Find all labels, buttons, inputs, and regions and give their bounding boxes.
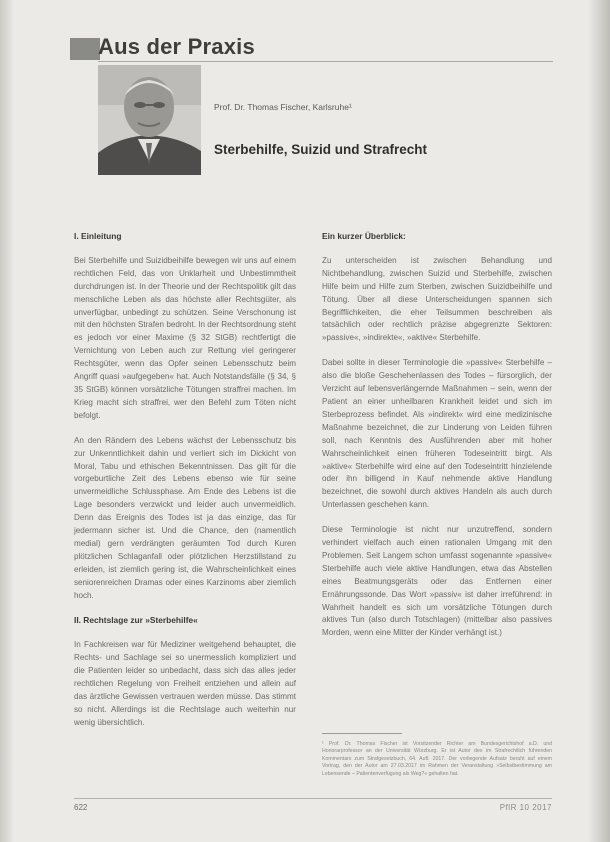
author-byline: Prof. Dr. Thomas Fischer, Karlsruhe¹ xyxy=(214,102,352,112)
paragraph: Bei Sterbehilfe und Suizidbeihilfe bewegen wir uns auf einem rechtlichen Feld, das von Unklarheit und Unbestimmtheit durchdrungen ist. In der Theorie und der Rechtspolitik gilt das menschliche Leben als das höchste aller Rechtsgüter, als unverfügbar, unbedingt zu schützen. Seine Verschonung ist mit den höchsten Strafen bedroht. In der Rechtsordnung steht es jedoch vor einer Maxime (§ 32 StGB) rechtfertigt die Vernichtung von Leben auch zur Rettung viel geringerer Rechtsgüter, wenn das Opfer seinen Lebensschutz beim Angriff quasi »aufgegeben« hat. Auch Notstandsfälle (§ 34, § 35 StGB) können vorsätzliche Tötungen straffrei machen. Im Krieg macht sich straffrei, wer den Befehl zum Töten nicht befolgt. xyxy=(74,255,296,420)
heading-introduction: I. Einleitung xyxy=(74,231,122,241)
journal-reference: PflR 10 2017 xyxy=(499,803,552,812)
paragraph: An den Rändern des Lebens wächst der Lebensschutz bis zur Unkenntlichkeit dahin und verliert sich im Dickicht von Moral, Tabu und ethischen Bekenntnissen. Das gilt für die vorgeburtliche Zeit des Lebens ebenso wie für seine unvermeidliche Schlussphase. Am Ende des Lebens ist die Lage besonders verzwickt und leider auch unvermeidlich. Denn das Ereignis des Todes ist ja das einzige, das für jedermann sicher ist. Und die Chance, den (namentlich medial) gern verdrängten geräumten Tod durch Kuren plötzlichen Schlaganfall oder plötzlichen Herzstillstand zu erleiden, ist ziemlich gering ist, die Wahrscheinlichkeit eines seniorenreichen Dramas oder eines Karzinoms aber ziemlich hoch. xyxy=(74,435,296,600)
paragraph: Diese Terminologie ist nicht nur unzutreffend, sondern verhindert vielfach auch einen rationalen Umgang mit den Problemen. Seit Langem schon umfasst sogenannte »passive« Sterbehilfe auch viele aktive Handlungen, etwa das Abstellen eines Beatmungsgeräts oder das Entfernen einer Ernährungssonde. Das Wort »passiv« ist daher irreführend: in Wahrheit handelt es sich um vorsätzliche Tötungen durch aktives Tun (also durch Totschlagen) (mittelbar also passives Morden, wenn eine Mitter der Kinder verhängt ist.) xyxy=(322,525,552,638)
footnote: ¹ Prof. Dr. Thomas Fischer ist Vorsitzender Richter am Bundesgerichtshof a.D. und Honorarprofessor an der Universität Würzburg. Er ist Autor des im Strafrechtlich führenden Kommentars zum Strafgesetzbuch, 64. Aufl. 2017. Der vorliegende Aufsatz beruht auf einem Vortrag, den der Autor am 27.03.2017 im Rahmen der Veranstaltung »Selbstbestimmung am Lebensende – Patientenverfügung als Weg?« gehalten hat. xyxy=(322,741,552,777)
paragraph: Dabei sollte in dieser Terminologie die »passive« Sterbehilfe – also die bloße Geschehenlassen des Todes – fürsorglich, der Verzicht auf lebensverlängernde Maßnahmen – sein, wenn der Patient an einer unheilbaren Krankheit leidet und sich im Sterbeprozess befindet. Als »indirekt« wird eine medizinische Maßnahme bezeichnet, die zur Linderung von Leiden führen soll, nach Kenntnis des Ausführenden aber mit hoher Wahrscheinlichkeit einen früheren Todeseintritt birgt. Als »aktive« Sterbehilfe wird eine auf den Todeseintritt hinzielende oder ihn billigend in Kauf nehmende aktive Handlung bezeichnet, die sowohl durch aktives Handeln als auch durch Unterlassen geschehen kann. xyxy=(322,358,552,510)
heading-legal-situation: II. Rechtslage zur »Sterbehilfe« xyxy=(74,615,198,626)
right-column xyxy=(322,230,552,652)
left-column xyxy=(74,230,296,742)
footnote-divider xyxy=(322,733,402,734)
title-divider xyxy=(98,61,553,62)
author-photo xyxy=(98,65,201,175)
paragraph: In Fachkreisen war für Mediziner weitgehend behauptet, die Rechts- und Sachlage sei so unermesslich kompliziert und die Patienten leider so unbedacht, dass sich das alles jeder rechtlichen Regelung von Freiheit entziehen und allein auf das ärztliche Gewissen vertrauen werden müsse. Das stimmt so nicht. Allerdings ist die Rechtslage auch weiterhin nur wenig übersichtlich. xyxy=(74,640,296,727)
section-title: Aus der Praxis xyxy=(98,34,255,59)
article-title: Sterbehilfe, Suizid und Strafrecht xyxy=(214,142,428,157)
page-edge-shadow-left xyxy=(0,0,14,842)
page-number: 622 xyxy=(74,803,88,812)
footer-divider xyxy=(74,798,552,799)
paragraph: Zu unterscheiden ist zwischen Behandlung und Nichtbehandlung, zwischen Suizid und Sterbehilfe, zwischen Hilfe beim und Hilfe zum Sterben, zwischen Suizidbeihilfe und Tötung. Über all diese Unterscheidungen spannen sich Begrifflichkeiten, die eher Teilsummen beschreiben als tatsächlich oder rechtlich präzise abgegrenzte Sektoren: »passive«, »indirekte«, »aktive« Sterbehilfe. xyxy=(322,255,552,343)
page-edge-shadow-right xyxy=(588,0,610,842)
section-marker xyxy=(70,38,100,60)
heading-overview: Ein kurzer Überblick: xyxy=(322,231,406,241)
